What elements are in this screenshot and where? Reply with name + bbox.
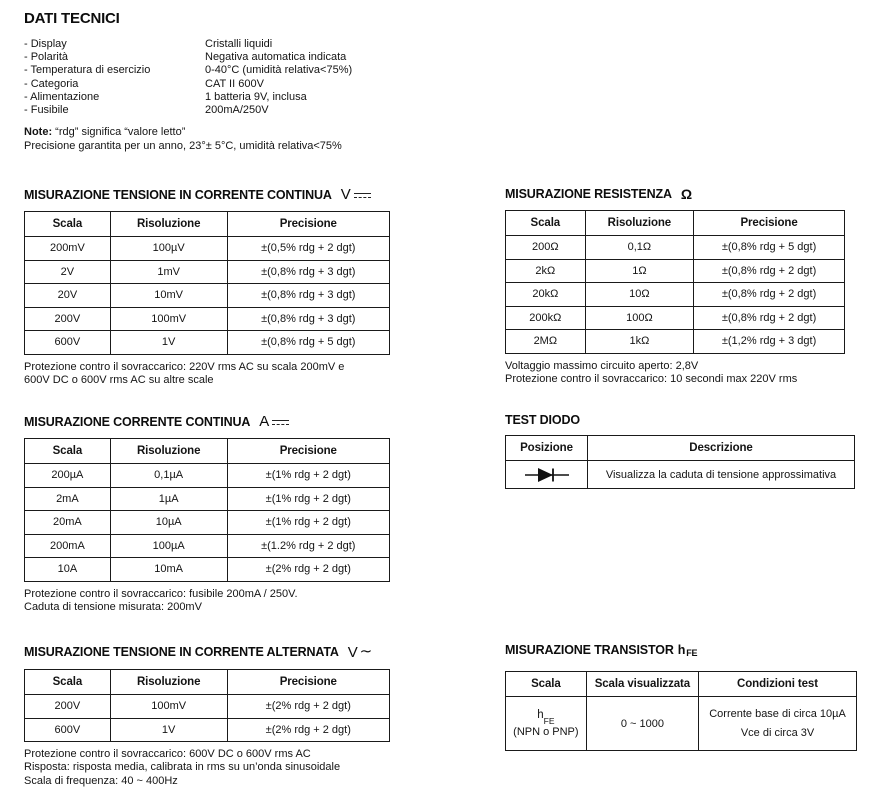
dc-voltage-table [24, 211, 390, 355]
table-cell: ±(2% rdg + 2 dgt) [227, 558, 389, 582]
table-cell: 200mA [25, 534, 111, 558]
note-line-1 [24, 126, 484, 139]
hfe-symbol: h [677, 643, 686, 657]
table-cell: 200Ω [506, 236, 586, 260]
table-header-row [506, 436, 855, 461]
footnote-line: Protezione contro il sovraccarico: 10 secondi max 220V rms [505, 372, 798, 385]
table-cell: 200mV [25, 237, 111, 261]
table-cell: ±(1% rdg + 2 dgt) [227, 511, 389, 535]
table-cell: 2mA [25, 487, 111, 511]
ac-voltage-table [24, 669, 390, 742]
transistor-scala-cell [506, 697, 587, 751]
spec-value: 1 batteria 9V, inclusa [205, 90, 307, 103]
footnote-line: Protezione contro il sovraccarico: 600V DC o 600V rms AC [24, 748, 311, 760]
spec-label: - Categoria [24, 77, 79, 90]
column-header: Precisione [694, 211, 845, 236]
section-resistance [505, 186, 845, 386]
table-row [506, 461, 855, 489]
spec-value: 200mA/250V [205, 104, 269, 117]
transistor-range-cell: 0 ~ 1000 [586, 697, 698, 751]
table-cell: 200V [25, 307, 111, 331]
table-row [25, 237, 390, 261]
spec-row [24, 91, 484, 104]
note-text: “rdg” significa “valore letto” [52, 126, 186, 139]
column-header: Scala [25, 439, 111, 464]
diode-test-table [505, 435, 855, 489]
table-row [25, 534, 390, 558]
section-ac-voltage [24, 643, 390, 788]
table-cell: ±(1% rdg + 2 dgt) [227, 487, 389, 511]
section-title [24, 643, 390, 661]
table-cell: ±(1.2% rdg + 2 dgt) [227, 534, 389, 558]
table-cell: ±(0,8% rdg + 2 dgt) [694, 259, 845, 283]
table-cell: 100µA [110, 534, 227, 558]
table-cell: 1V [110, 718, 227, 742]
spec-row [24, 64, 484, 77]
hfe-label: $h_{FE}$ [537, 709, 555, 726]
column-header: Precisione [227, 212, 389, 237]
table-cell: ±(2% rdg + 2 dgt) [227, 718, 389, 742]
resistance-footnotes [505, 360, 845, 387]
table-row [25, 331, 390, 355]
table-cell: 100mV [110, 307, 227, 331]
column-header: Risoluzione [110, 212, 227, 237]
ac-tilde-icon: ∼ [359, 643, 373, 660]
table-cell: 600V [25, 718, 111, 742]
dc-symbol-icon [354, 193, 371, 198]
column-header: Scala visualizzata [586, 672, 698, 697]
table-cell: 10Ω [585, 283, 693, 307]
condition-line: Corrente base di circa 10µA [709, 707, 846, 720]
table-row [506, 330, 845, 354]
footnote-line: Caduta di tensione misurata: 200mV [24, 600, 202, 613]
note-label: Note: [24, 126, 53, 139]
table-row [25, 487, 390, 511]
dc-current-footnotes [24, 588, 390, 615]
table-cell: 200kΩ [506, 306, 586, 330]
column-header: Scala [506, 211, 586, 236]
table-row [506, 236, 845, 260]
section-dc-current [24, 413, 390, 614]
table-cell: 2V [25, 260, 111, 284]
table-cell: 1V [110, 331, 227, 355]
npn-pnp-label: (NPN o PNP) [513, 725, 579, 738]
table-cell: ±(1,2% rdg + 3 dgt) [694, 330, 845, 354]
spec-row [24, 51, 484, 64]
table-cell: 100µV [110, 237, 227, 261]
table-header-row [25, 212, 390, 237]
table-header-row [25, 670, 390, 695]
section-title [505, 413, 855, 427]
section-title [505, 186, 845, 202]
column-header: Descrizione [588, 436, 855, 461]
spec-row [24, 78, 484, 91]
dc-voltage-symbol: V [340, 186, 351, 203]
section-title-text: MISURAZIONE CORRENTE CONTINUA [24, 414, 251, 429]
footnote-line: Risposta: risposta media, calibrata in rms su un’onda sinusoidale [24, 761, 341, 774]
table-header-row [506, 672, 857, 697]
table-row [25, 695, 390, 719]
dc-voltage-footnotes [24, 361, 390, 388]
dc-current-table [24, 438, 390, 582]
table-cell: 0,1µA [110, 464, 227, 488]
table-cell: 10mA [110, 558, 227, 582]
table-row [25, 718, 390, 742]
section-dc-voltage [24, 186, 390, 387]
footnote-line: Scala di frequenza: 40 ~ 400Hz [24, 774, 178, 787]
section-title-text: MISURAZIONE TRANSISTOR [505, 643, 674, 657]
table-row [25, 511, 390, 535]
section-title-text: MISURAZIONE TENSIONE IN CORRENTE ALTERNATA [24, 645, 339, 659]
column-header: Condizioni test [699, 672, 857, 697]
table-cell: ±(0,8% rdg + 5 dgt) [694, 236, 845, 260]
table-cell: 0,1Ω [585, 236, 693, 260]
column-header: Scala [506, 672, 587, 697]
table-cell: 1mV [110, 260, 227, 284]
column-header: Risoluzione [110, 439, 227, 464]
table-cell: 10µA [110, 511, 227, 535]
table-cell: ±(0,8% rdg + 5 dgt) [227, 331, 389, 355]
table-cell: 600V [25, 331, 111, 355]
table-cell: 200µA [25, 464, 111, 488]
hfe-subscript: FE [686, 648, 698, 658]
footnote-line: Protezione contro il sovraccarico: 220V rms AC su scala 200mV e [24, 360, 345, 373]
footnote-line: Protezione contro il sovraccarico: fusibile 200mA / 250V. [24, 587, 298, 600]
spec-row [24, 104, 484, 117]
table-header-row [506, 211, 845, 236]
table-cell: 20mA [25, 511, 111, 535]
ac-voltage-symbol: V [347, 643, 358, 661]
diode-symbol-cell [506, 461, 588, 489]
table-cell: ±(0,8% rdg + 3 dgt) [227, 260, 389, 284]
resistance-table [505, 210, 845, 354]
section-title-text: MISURAZIONE RESISTENZA [505, 187, 672, 201]
spec-label: - Fusibile [24, 104, 69, 117]
table-cell: ±(0,8% rdg + 2 dgt) [694, 283, 845, 307]
spec-value: 0-40°C (umidità relativa<75%) [205, 64, 353, 77]
table-row [506, 697, 857, 751]
transistor-table [505, 671, 857, 751]
table-cell: 20V [25, 284, 111, 308]
table-row [25, 284, 390, 308]
table-cell: 1kΩ [585, 330, 693, 354]
spec-label: - Display [24, 38, 67, 50]
spec-value: Cristalli liquidi [205, 38, 273, 50]
dc-current-symbol: A [259, 413, 270, 430]
section-title [24, 186, 390, 203]
diode-symbol-icon [524, 465, 570, 485]
dati-tecnici-block [24, 10, 484, 153]
spec-label: - Alimentazione [24, 90, 100, 103]
table-cell: 100Ω [585, 306, 693, 330]
footnote-line: Voltaggio massimo circuito aperto: 2,8V [505, 359, 699, 372]
table-cell: 10A [25, 558, 111, 582]
table-header-row [25, 439, 390, 464]
spec-label: - Temperatura di esercizio [24, 64, 151, 77]
table-cell: 1µA [110, 487, 227, 511]
table-row [25, 464, 390, 488]
table-cell: 1Ω [585, 259, 693, 283]
section-diode-test [505, 413, 855, 489]
section-title [24, 413, 390, 430]
footnote-line: 600V DC o 600V rms AC su altre scale [24, 373, 214, 386]
table-row [506, 306, 845, 330]
section-title-text: TEST DIODO [505, 413, 580, 427]
spec-label: - Polarità [24, 51, 69, 64]
table-cell: 2MΩ [506, 330, 586, 354]
column-header: Risoluzione [585, 211, 693, 236]
page-title: DATI TECNICI [24, 10, 120, 27]
section-title [505, 643, 857, 657]
table-cell: ±(0,8% rdg + 3 dgt) [227, 307, 389, 331]
note-block [24, 126, 484, 153]
spec-value: CAT II 600V [205, 77, 264, 90]
column-header: Scala [25, 670, 111, 695]
ohm-symbol: Ω [680, 186, 692, 202]
table-cell: 20kΩ [506, 283, 586, 307]
dc-symbol-icon [272, 420, 289, 425]
section-transistor [505, 643, 857, 751]
transistor-conditions-cell [699, 697, 857, 751]
table-row [25, 307, 390, 331]
table-cell: ±(0,8% rdg + 3 dgt) [227, 284, 389, 308]
spec-value: Negativa automatica indicata [205, 51, 347, 64]
table-cell: ±(1% rdg + 2 dgt) [227, 464, 389, 488]
column-header: Posizione [506, 436, 588, 461]
table-cell: 200V [25, 695, 111, 719]
table-cell: ±(2% rdg + 2 dgt) [227, 695, 389, 719]
note-line-2: Precisione garantita per un anno, 23°± 5°C, umidità relativa<75% [24, 139, 342, 152]
table-row [25, 260, 390, 284]
table-row [506, 259, 845, 283]
condition-line: Vce di circa 3V [740, 726, 815, 739]
ac-voltage-footnotes [24, 748, 390, 788]
table-row [25, 558, 390, 582]
spec-row [24, 38, 484, 51]
section-title-text: MISURAZIONE TENSIONE IN CORRENTE CONTINUA [24, 187, 332, 202]
spec-list [24, 38, 484, 117]
column-header: Precisione [227, 439, 389, 464]
table-cell: 2kΩ [506, 259, 586, 283]
column-header: Precisione [227, 670, 389, 695]
table-cell: 100mV [110, 695, 227, 719]
table-cell: ±(0,8% rdg + 2 dgt) [694, 306, 845, 330]
column-header: Scala [25, 212, 111, 237]
diode-description-cell: Visualizza la caduta di tensione approssimativa [588, 461, 855, 489]
table-cell: ±(0,5% rdg + 2 dgt) [227, 237, 389, 261]
table-row [506, 283, 845, 307]
column-header: Risoluzione [110, 670, 227, 695]
table-cell: 10mV [110, 284, 227, 308]
